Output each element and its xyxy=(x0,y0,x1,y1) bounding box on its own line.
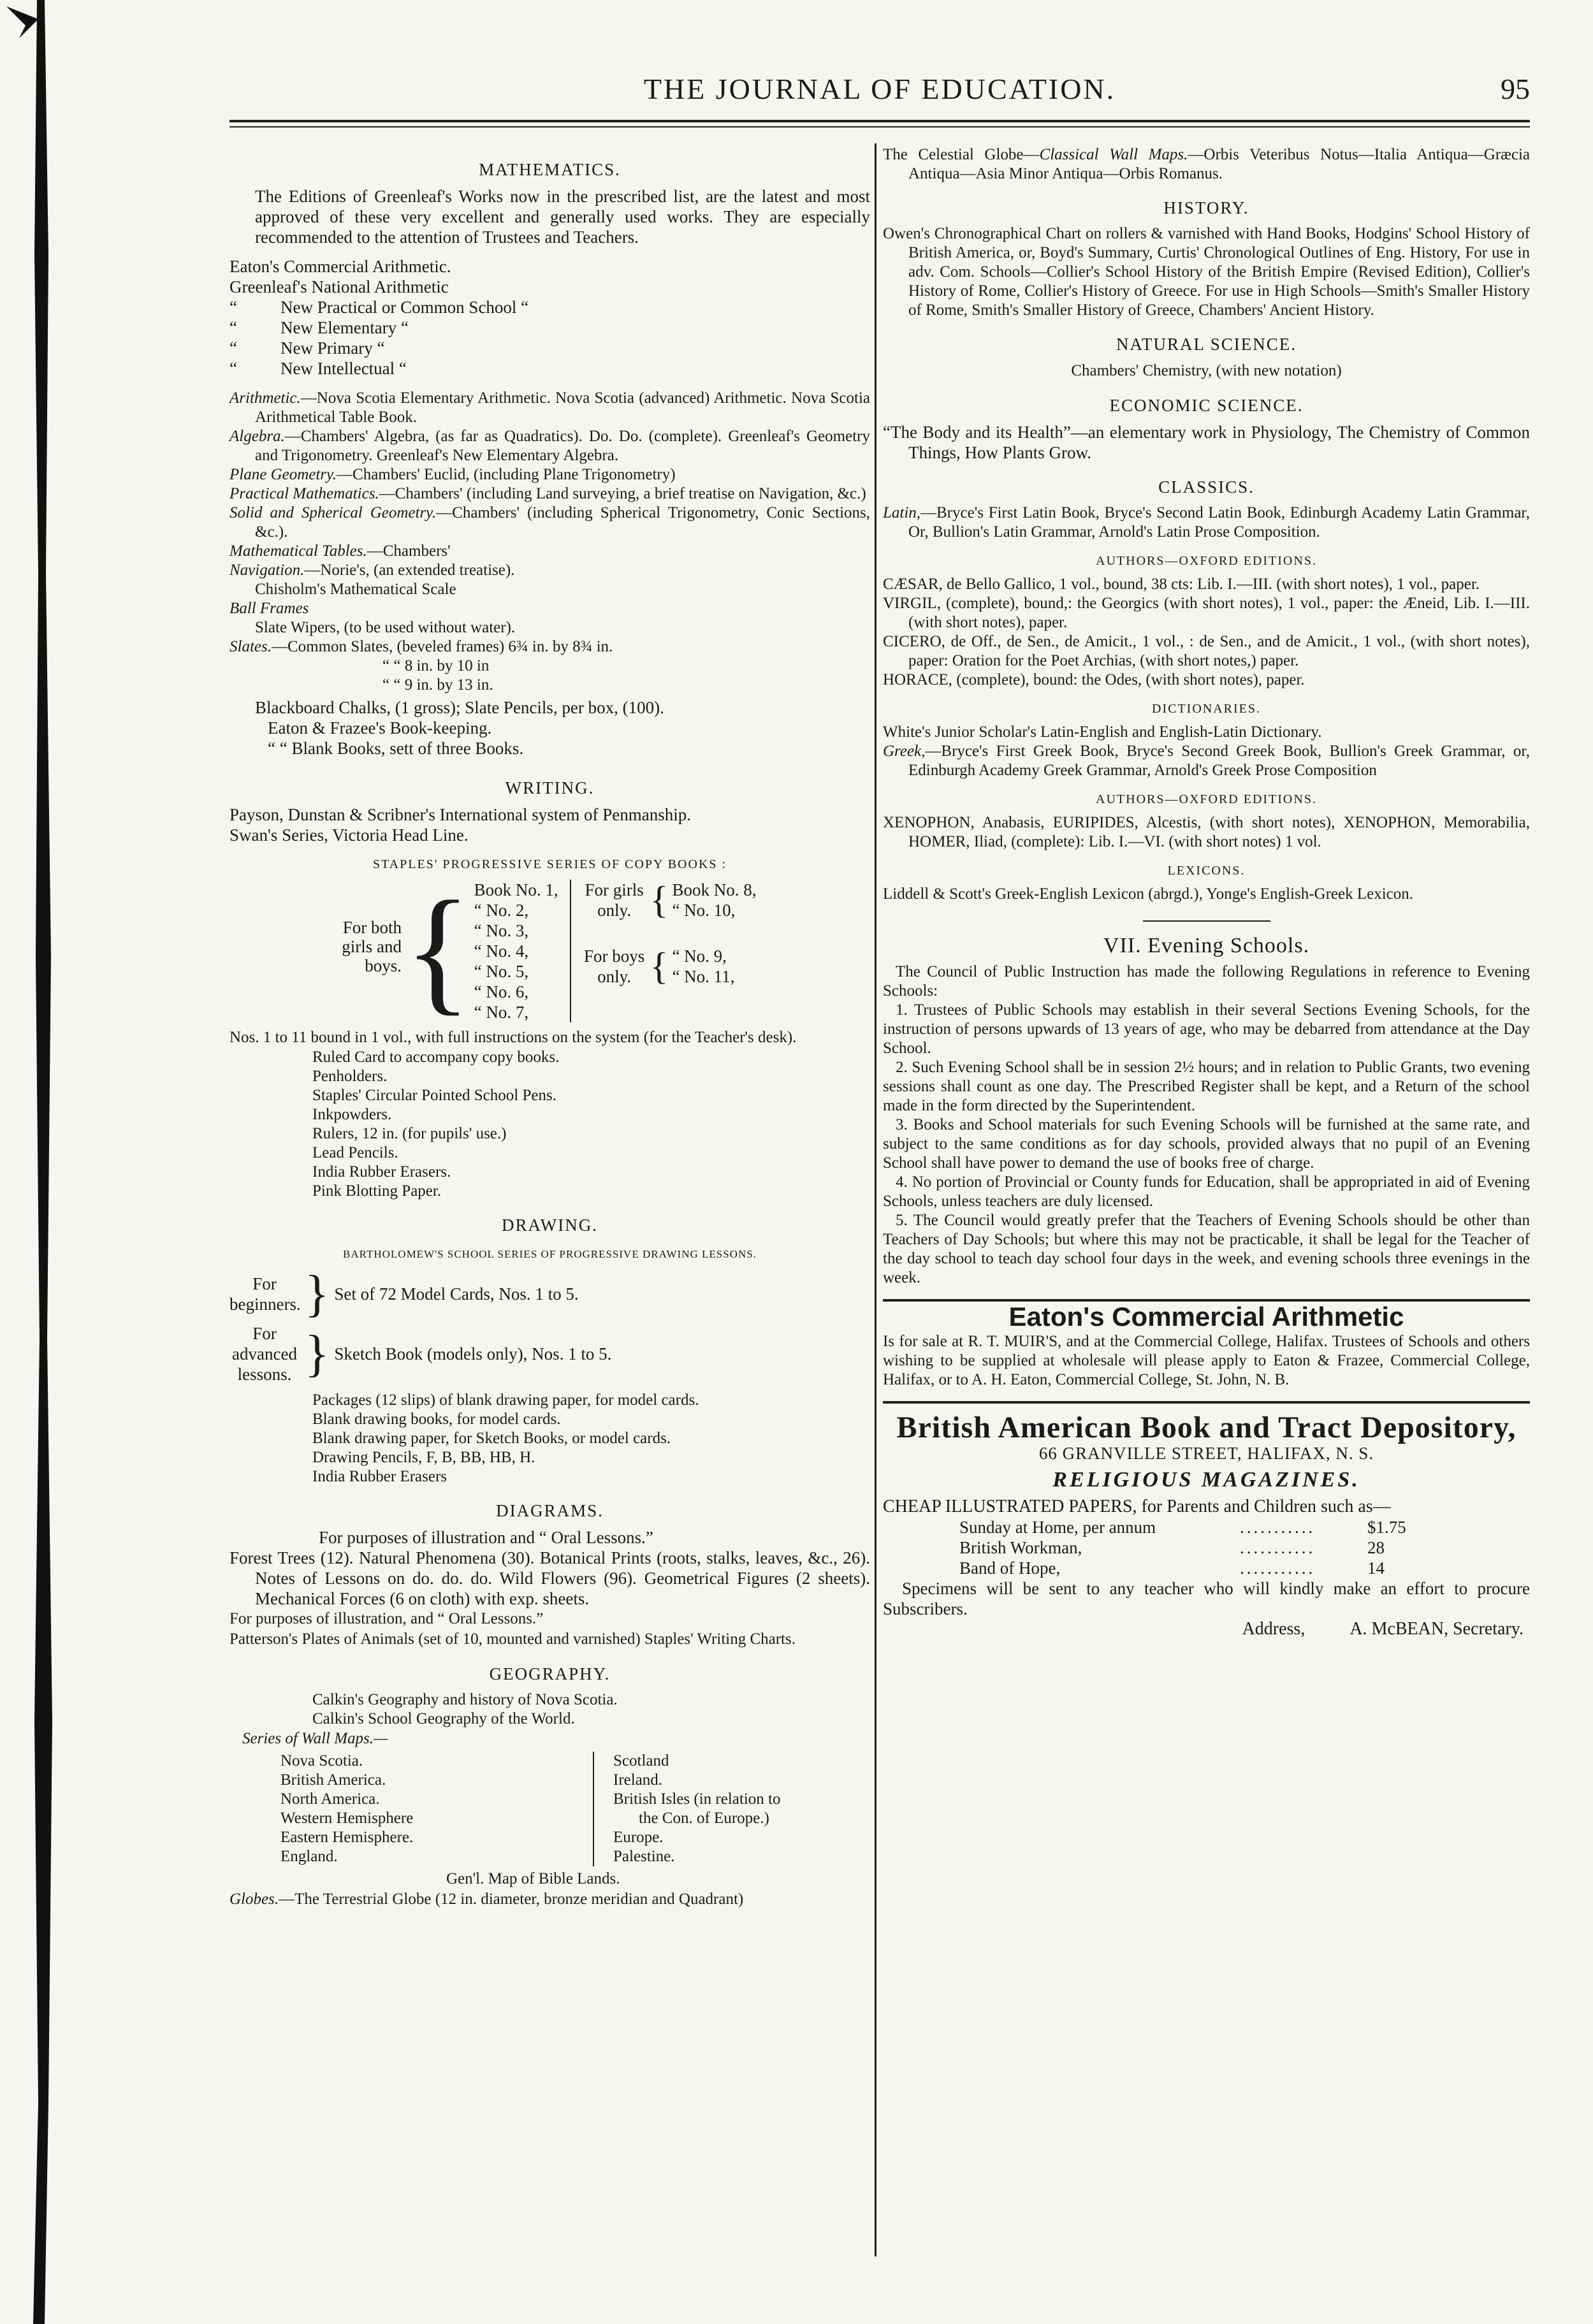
arith-text: New Elementary “ xyxy=(280,318,409,337)
ditto: “ xyxy=(229,338,237,358)
diagrams-patterson: Patterson's Plates of Animals (set of 10, mounted and varnished) Staples' Writing Charts. xyxy=(229,1630,796,1648)
globes-line: Globes.—The Terrestrial Globe (12 in. diameter, bronze meridian and Quadrant) xyxy=(229,1891,744,1908)
religious-magazines-heading: RELIGIOUS MAGAZINES. xyxy=(1052,1468,1360,1492)
price-row: British Workman, ........... 28 xyxy=(959,1538,1385,1557)
both-books xyxy=(474,880,571,1022)
map-item: British America. xyxy=(280,1771,386,1789)
girls-label: For girls only. xyxy=(585,880,644,920)
drawing-item: Packages (12 slips) of blank drawing paper, for model cards. xyxy=(312,1391,699,1409)
depository-address: 66 GRANVILLE STREET, HALIFAX, N. S. xyxy=(1038,1444,1374,1463)
map-item: Scotland xyxy=(613,1752,669,1769)
drawing-item: India Rubber Erasers xyxy=(312,1468,447,1485)
map-item: Europe. xyxy=(613,1829,664,1846)
latin-authors xyxy=(883,575,1530,690)
lexicon-item: Liddell & Scott's Greek-English Lexicon (abrgd.), Yonge's English-Greek Lexicon. xyxy=(883,885,1413,903)
header-rule xyxy=(229,120,1530,122)
geography-books xyxy=(229,1690,870,1729)
wall-maps-table xyxy=(280,1752,870,1866)
book-item: Book No. 1, xyxy=(474,880,558,899)
copy-books-heading: STAPLES' PROGRESSIVE SERIES OF COPY BOOKS : xyxy=(372,857,727,871)
supply-item: Ruled Card to accompany copy books. xyxy=(312,1049,560,1066)
address-label: Address, xyxy=(1242,1619,1306,1639)
header-rule-thin xyxy=(229,126,1530,127)
arith-line xyxy=(229,317,870,338)
eaton-ad-text: Is for sale at R. T. MUIR'S, and at the Commercial College, Halifax. Trustees of Schools and others wishing to be supplied at wholesale will please apply to Eaton & Frazee, Commercial College, Halifax, or to A. H. Eaton, Commercial College, St. John, N. B. xyxy=(883,1333,1530,1388)
greek-books: Greek,—Bryce's First Greek Book, Bryce's Second Greek Book, Bullion's Greek Grammar, or, Edinburgh Academy Greek Grammar, Arnold's Greek Prose Composition xyxy=(883,743,1530,779)
regulation-item: 3. Books and School materials for such Evening Schools will be furnished at the same rate, and subject to the same conditions as for day schools, provided always that no pupil of an Evening School shall have power to demand the use of books free of charge. xyxy=(883,1116,1530,1172)
book-item: “ No. 6, xyxy=(474,982,529,1001)
map-item: Ireland. xyxy=(613,1771,663,1789)
page-binding-edge xyxy=(0,0,61,2324)
greek-authors-heading: AUTHORS—OXFORD EDITIONS. xyxy=(1096,792,1317,806)
drawing-beginners xyxy=(229,1266,870,1322)
latin-books: Latin,—Bryce's First Latin Book, Bryce's Second Latin Book, Edinburgh Academy Latin Grammar, Or, Bullion's Latin Grammar, Arnold's Latin Prose Composition. xyxy=(883,504,1530,541)
book-item: “ No. 2, xyxy=(474,901,529,920)
section-divider xyxy=(1143,920,1270,922)
book-item: “ No. 3, xyxy=(474,921,529,940)
writing-heading: WRITING. xyxy=(505,778,595,797)
slates-line: “ “ 9 in. by 13 in. xyxy=(382,676,493,694)
depository-ad-title: British American Book and Tract Depository, xyxy=(896,1411,1517,1444)
diagrams-body: Forest Trees (12). Natural Phenomena (30). Botanical Prints (roots, stalks, leaves, &c., 26). Notes of Lessons on do. do. do. Wild Flowers (96). Geometrical Figures (2 sheets). Mechanical Forces (6 on cloth) with exp. sheets. xyxy=(229,1548,870,1608)
copy-books-table xyxy=(325,872,870,1028)
specimens-line: Specimens will be sent to any teacher who will kindly make an effort to procure Subscribers. xyxy=(883,1579,1530,1618)
evening-schools-heading: VII. Evening Schools. xyxy=(1103,934,1310,957)
tail-line: Blackboard Chalks, (1 gross); Slate Pencils, per box, (100). xyxy=(255,698,664,717)
math-item: Navigation.—Norie's, (an extended treatise). xyxy=(229,562,515,579)
math-item: Plane Geometry.—Chambers' Euclid, (including Plane Trigonometry) xyxy=(229,466,676,483)
supply-item: Staples' Circular Pointed School Pens. xyxy=(312,1087,556,1104)
writing-line: Payson, Dunstan & Scribner's International system of Penmanship. xyxy=(229,805,692,824)
arith-line xyxy=(229,277,870,297)
copy-books-note: Nos. 1 to 11 bound in 1 vol., with full instructions on the system (for the Teacher's desk). xyxy=(229,1029,797,1046)
math-item: Mathematical Tables.—Chambers' xyxy=(229,542,451,560)
book-item: “ No. 10, xyxy=(672,901,736,920)
author-item: HORACE, (complete), bound: the Odes, (with short notes), paper. xyxy=(883,671,1305,688)
arith-line xyxy=(229,297,870,317)
slates-line: Slates.—Common Slates, (beveled frames) 6¾ in. by 8¾ in. xyxy=(229,638,613,655)
math-item: Solid and Spherical Geometry.—Chambers' (including Spherical Trigonometry, Conic Sections, &c.). xyxy=(229,504,870,541)
arith-text: Greenleaf's National Arithmetic xyxy=(229,277,449,296)
advanced-text: Sketch Book (models only), Nos. 1 to 5. xyxy=(334,1344,612,1363)
page-header xyxy=(229,67,1530,115)
wall-maps-heading: Series of Wall Maps.— xyxy=(242,1730,388,1747)
maps-col-left xyxy=(280,1752,594,1866)
math-item: Slate Wipers, (to be used without water). xyxy=(255,619,516,636)
celestial-globe-line: The Celestial Globe—Classical Wall Maps.—Orbis Veteribus Notus—Italia Antiqua—Græcia Antiqua—Asia Minor Antiqua—Orbis Romanus. xyxy=(883,146,1530,182)
author-item: VIRGIL, (complete), bound,: the Georgics (with short notes), 1 vol., paper: the Æneid, Lib. I.—III. (with short notes), paper. xyxy=(883,595,1530,631)
evening-regulations xyxy=(883,1001,1530,1288)
brace: { xyxy=(404,872,472,1028)
arith-text: New Intellectual “ xyxy=(280,359,407,378)
map-item: North America. xyxy=(280,1790,380,1808)
column-divider xyxy=(875,143,877,2256)
ditto: “ xyxy=(229,359,237,378)
maps-col-right xyxy=(594,1752,868,1866)
brace: { xyxy=(650,945,669,987)
gender-books xyxy=(583,880,757,987)
drawing-item: Drawing Pencils, F, B, BB, HB, H. xyxy=(312,1449,535,1466)
supply-item: Inkpowders. xyxy=(312,1106,392,1123)
ad-divider xyxy=(883,1401,1530,1404)
book-item: “ No. 7, xyxy=(474,1003,529,1022)
dictionaries-heading: DICTIONARIES. xyxy=(1152,702,1261,716)
classics-heading: CLASSICS. xyxy=(1158,477,1255,497)
slates-line: “ “ 8 in. by 10 in xyxy=(382,657,490,674)
latin-authors-heading: AUTHORS—OXFORD EDITIONS. xyxy=(1096,554,1317,568)
dictionary-item: White's Junior Scholar's Latin-English and English-Latin Dictionary. xyxy=(883,723,1322,741)
greek-authors: XENOPHON, Anabasis, EURIPIDES, Alcestis, (with short notes), XENOPHON, Memorabilia, HOMER, Iliad, (complete): Lib. I.—VI. (with short notes) 1 vol. xyxy=(883,814,1530,850)
math-item: Chisholm's Mathematical Scale xyxy=(255,581,456,598)
math-item: Algebra.—Chambers' Algebra, (as far as Quadratics). Do. Do. (complete). Greenleaf's Geometry and Trigonometry. Greenleaf's New Elementary Algebra. xyxy=(229,428,870,464)
brace: } xyxy=(305,1266,330,1322)
map-item: Nova Scotia. xyxy=(280,1752,363,1769)
supply-item: Lead Pencils. xyxy=(312,1144,398,1161)
book-item: “ No. 5, xyxy=(474,962,529,981)
arithmetic-list xyxy=(229,256,870,379)
drawing-supplies xyxy=(229,1391,870,1486)
book-item: “ No. 11, xyxy=(672,967,735,986)
map-item: Western Hemisphere xyxy=(280,1810,414,1827)
both-label: For both girls and boys. xyxy=(342,918,402,975)
mathematics-intro: The Editions of Greenleaf's Works now in the prescribed list, are the latest and most approved of these very excellent and generally used works. They are especially recommended to the attention of Trustees and Teachers. xyxy=(255,187,870,247)
map-item: British Isles (in relation to xyxy=(613,1790,781,1808)
supply-item: Pink Blotting Paper. xyxy=(312,1182,442,1200)
evening-intro: The Council of Public Instruction has made the following Regulations in reference to Evening Schools: xyxy=(883,963,1530,999)
drawing-heading: DRAWING. xyxy=(501,1216,599,1235)
math-item: Arithmetic.—Nova Scotia Elementary Arithmetic. Nova Scotia (advanced) Arithmetic. Nova Scotia Arithmetical Table Book. xyxy=(229,389,870,426)
book-item: “ No. 9, xyxy=(672,947,727,966)
arith-text: New Practical or Common School “ xyxy=(280,298,529,317)
boys-label: For boys only. xyxy=(583,947,645,986)
math-tail xyxy=(229,697,870,759)
regulation-item: 2. Such Evening School shall be in session 2½ hours; and in relation to Public Grants, two evening sessions shall count as one day. The Prescribed Register shall be kept, and a Return of the school made in the form directed by the Superintendent. xyxy=(883,1059,1530,1114)
drawing-item: Blank drawing books, for model cards. xyxy=(312,1411,561,1428)
signature: A. McBEAN, Secretary. xyxy=(1349,1619,1524,1639)
math-item: Ball Frames xyxy=(229,600,309,617)
map-item: Palestine. xyxy=(613,1848,675,1865)
mathematics-heading: MATHEMATICS. xyxy=(479,160,621,179)
left-column xyxy=(229,145,870,1910)
drawing-item: Blank drawing paper, for Sketch Books, or model cards. xyxy=(312,1430,671,1447)
arith-line xyxy=(229,358,870,379)
brace: } xyxy=(305,1326,330,1382)
bible-lands-map: Gen'l. Map of Bible Lands. xyxy=(446,1870,620,1887)
regulation-item: 4. No portion of Provincial or County funds for Education, shall be appropriated in aid of Evening Schools, unless teachers are duly licensed. xyxy=(883,1173,1530,1210)
diagrams-heading: DIAGRAMS. xyxy=(496,1501,604,1520)
beginners-label: For beginners. xyxy=(229,1274,301,1314)
regulation-item: 5. The Council would greatly prefer that the Teachers of Evening Schools should be other than Teachers of Day Schools; but where this may not be practicable, it shall be legal for the Teacher of the day school to teach day school four days in the week, and evening schools three evenings in the week. xyxy=(883,1212,1530,1286)
natural-science-text: Chambers' Chemistry, (with new notation) xyxy=(1071,362,1342,379)
right-column xyxy=(883,145,1530,1639)
tail-line: Eaton & Frazee's Book-keeping. xyxy=(268,718,492,737)
geography-item: Calkin's School Geography of the World. xyxy=(312,1710,575,1727)
price-row: Sunday at Home, per annum ........... $1.75 xyxy=(959,1518,1406,1537)
cheap-papers-line: CHEAP ILLUSTRATED PAPERS, for Parents and Children such as— xyxy=(883,1497,1391,1516)
supply-item: India Rubber Erasers. xyxy=(312,1163,451,1180)
math-item: Practical Mathematics.—Chambers' (including Land surveying, a brief treatise on Navigation, &c.) xyxy=(229,485,866,502)
math-items xyxy=(229,389,870,695)
writing-supplies xyxy=(229,1048,870,1201)
ditto: “ xyxy=(229,298,237,317)
arith-line xyxy=(229,338,870,358)
price-row: Band of Hope, ........... 14 xyxy=(959,1558,1385,1578)
author-item: CICERO, de Off., de Sen., de Amicit., 1 vol., : de Sen., and de Amicit., 1 vol., (with short notes), paper: Oration for the Poet Archias, (with short notes,) paper. xyxy=(883,633,1530,669)
diagrams-again: For purposes of illustration, and “ Oral Lessons.” xyxy=(229,1610,544,1627)
advanced-label: For advanced lessons. xyxy=(232,1324,297,1384)
author-item: CÆSAR, de Bello Gallico, 1 vol., bound, 38 cts: Lib. I.—III. (with short notes), 1 vol., paper. xyxy=(883,576,1480,593)
diagrams-first: For purposes of illustration and “ Oral Lessons.” xyxy=(319,1528,653,1547)
economic-science-text: “The Body and its Health”—an elementary work in Physiology, The Chemistry of Common Things, How Plants Grow. xyxy=(883,423,1530,462)
arith-line xyxy=(229,256,870,277)
book-item: “ No. 4, xyxy=(474,941,529,961)
supply-item: Rulers, 12 in. (for pupils' use.) xyxy=(312,1125,507,1142)
beginners-text: Set of 72 Model Cards, Nos. 1 to 5. xyxy=(334,1284,579,1304)
price-list xyxy=(883,1517,1530,1578)
brace: { xyxy=(650,879,669,921)
natural-science-heading: NATURAL SCIENCE. xyxy=(1116,335,1297,354)
supply-item: Penholders. xyxy=(312,1068,388,1085)
ditto: Eaton's Commercial Arithmetic. xyxy=(229,257,451,276)
page-number: 95 xyxy=(1501,73,1530,105)
drawing-series-heading: BARTHOLOMEW'S SCHOOL SERIES OF PROGRESSIVE DRAWING LESSONS. xyxy=(343,1248,757,1260)
history-text: Owen's Chronographical Chart on rollers & varnished with Hand Books, Hodgins' School History of British America, or, Boyd's Summary, Curtis' Chronological Outlines of Eng. History, For use in adv. Com. Schools—Collier's School History of the British Empire (Revised Edition), Collier's History of Rome, Collier's History of Greece. For use in High Schools—Smith's Smaller History of Rome, Smith's Smaller History of Greece, Chambers' Ancient History. xyxy=(883,225,1530,319)
geography-heading: GEOGRAPHY. xyxy=(489,1664,611,1683)
drawing-advanced xyxy=(229,1323,870,1384)
tail-line: “ “ Blank Books, sett of three Books. xyxy=(268,739,524,758)
map-item: England. xyxy=(280,1848,338,1865)
arith-text: New Primary “ xyxy=(280,338,385,358)
history-heading: HISTORY. xyxy=(1163,198,1249,217)
eaton-ad-title: Eaton's Commercial Arithmetic xyxy=(1008,1302,1404,1332)
journal-title: THE JOURNAL OF EDUCATION. xyxy=(643,73,1116,105)
map-item: Eastern Hemisphere. xyxy=(280,1829,414,1846)
map-item: the Con. of Europe.) xyxy=(639,1810,769,1827)
lexicons-heading: LEXICONS. xyxy=(1167,864,1246,878)
signature-line xyxy=(883,1619,1530,1639)
ditto: “ xyxy=(229,318,237,337)
writing-line: Swan's Series, Victoria Head Line. xyxy=(229,825,469,845)
book-item: Book No. 8, xyxy=(672,880,757,899)
economic-science-heading: ECONOMIC SCIENCE. xyxy=(1109,396,1304,415)
regulation-item: 1. Trustees of Public Schools may establish in their several Sections Evening Schools, for the instruction of persons upwards of 13 years of age, who may be debarred from attendance at the Day School. xyxy=(883,1001,1530,1057)
geography-item: Calkin's Geography and history of Nova Scotia. xyxy=(312,1691,618,1708)
